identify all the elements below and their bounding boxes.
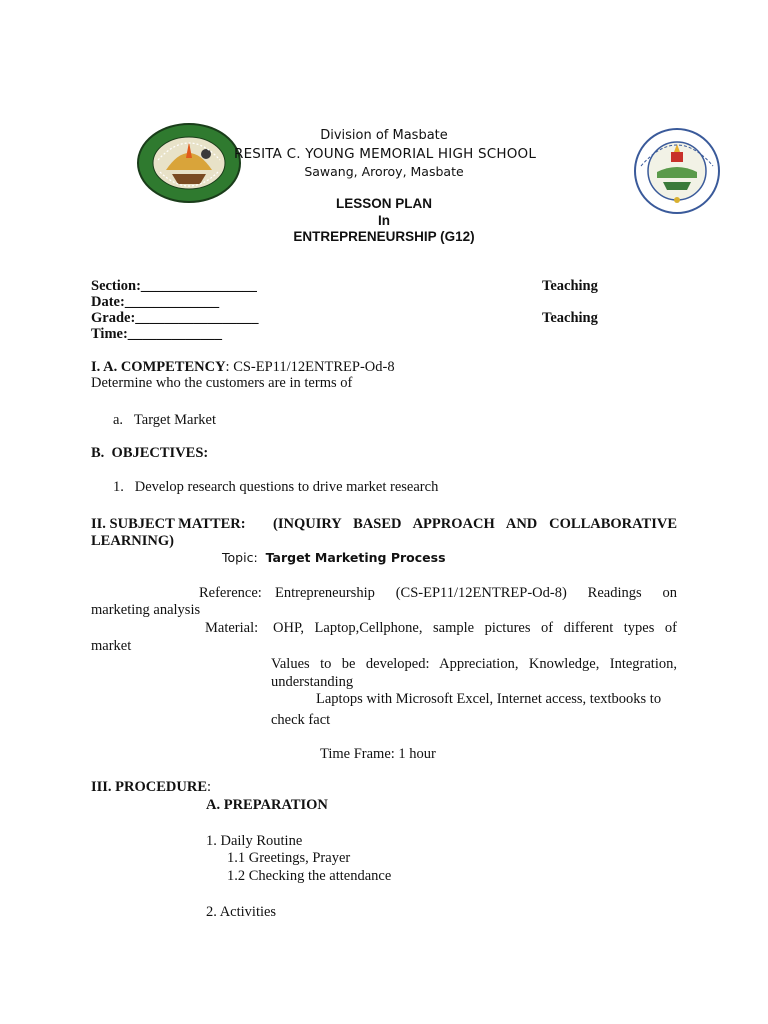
competency-item-target-market: a. Target Market — [113, 412, 216, 428]
division-name: Division of Masbate — [320, 128, 448, 143]
values-text: Values to be developed: Appreciation, Knowledge, Integration, — [271, 656, 677, 672]
school-name: RESITA C. YOUNG MEMORIAL HIGH SCHOOL — [234, 146, 537, 162]
topic-label: Topic: — [222, 550, 258, 565]
reference-label: Reference: — [199, 585, 262, 601]
reference-value: Entrepreneurship (CS-EP11/12ENTREP-Od-8) Readings on — [275, 585, 677, 601]
competency-description: Determine who the customers are in terms of — [91, 375, 353, 391]
material-value-cont: market — [91, 638, 132, 654]
grade-field: Grade:_________________ — [91, 310, 259, 326]
activities: 2. Activities — [206, 904, 277, 920]
lesson-plan-title: LESSON PLAN — [335, 196, 432, 211]
procedure-colon: : — [207, 779, 212, 795]
procedure-heading: III. PROCEDURE — [91, 779, 208, 795]
greetings-prayer: 1.1 Greetings, Prayer — [227, 850, 351, 866]
topic-value: Target Marketing Process — [265, 550, 446, 565]
objectives-heading: B. OBJECTIVES: — [91, 445, 209, 461]
laptops-text-cont: check fact — [271, 712, 331, 728]
competency-code: : CS-EP11/12ENTREP-Od-8 — [225, 359, 395, 375]
objective-item-1: 1. Develop research questions to drive market research — [113, 479, 439, 495]
teaching-label-2: Teaching — [542, 310, 598, 326]
material-value: OHP, Laptop,Cellphone, sample pictures of different types of — [273, 620, 677, 636]
preparation-heading: A. PREPARATION — [206, 797, 328, 813]
approach-text-cont: LEARNING) — [91, 533, 174, 549]
lesson-plan-in: In — [378, 213, 390, 228]
date-field: Date:_____________ — [91, 294, 220, 310]
values-text-cont: understanding — [271, 674, 354, 690]
material-label: Material: — [205, 620, 259, 636]
teaching-label-1: Teaching — [542, 278, 598, 294]
subject-title: ENTREPRENEURSHIP (G12) — [293, 229, 475, 244]
daily-routine: 1. Daily Routine — [206, 833, 303, 849]
checking-attendance: 1.2 Checking the attendance — [227, 868, 392, 884]
time-frame: Time Frame: 1 hour — [320, 746, 436, 762]
reference-value-cont: marketing analysis — [91, 602, 201, 618]
procedure-heading-line — [91, 779, 211, 796]
topic-line — [222, 550, 446, 565]
school-address: Sawang, Aroroy, Masbate — [304, 164, 464, 179]
approach-text: (INQUIRY BASED APPROACH AND COLLABORATIVE — [273, 516, 677, 532]
laptops-text: Laptops with Microsoft Excel, Internet access, textbooks to — [316, 691, 662, 707]
subject-matter-heading: II. SUBJECT MATTER: — [91, 516, 246, 532]
competency-line — [91, 359, 395, 376]
competency-label: I. A. COMPETENCY — [91, 359, 226, 375]
time-field: Time:_____________ — [91, 326, 223, 342]
section-field: Section:________________ — [91, 278, 257, 294]
